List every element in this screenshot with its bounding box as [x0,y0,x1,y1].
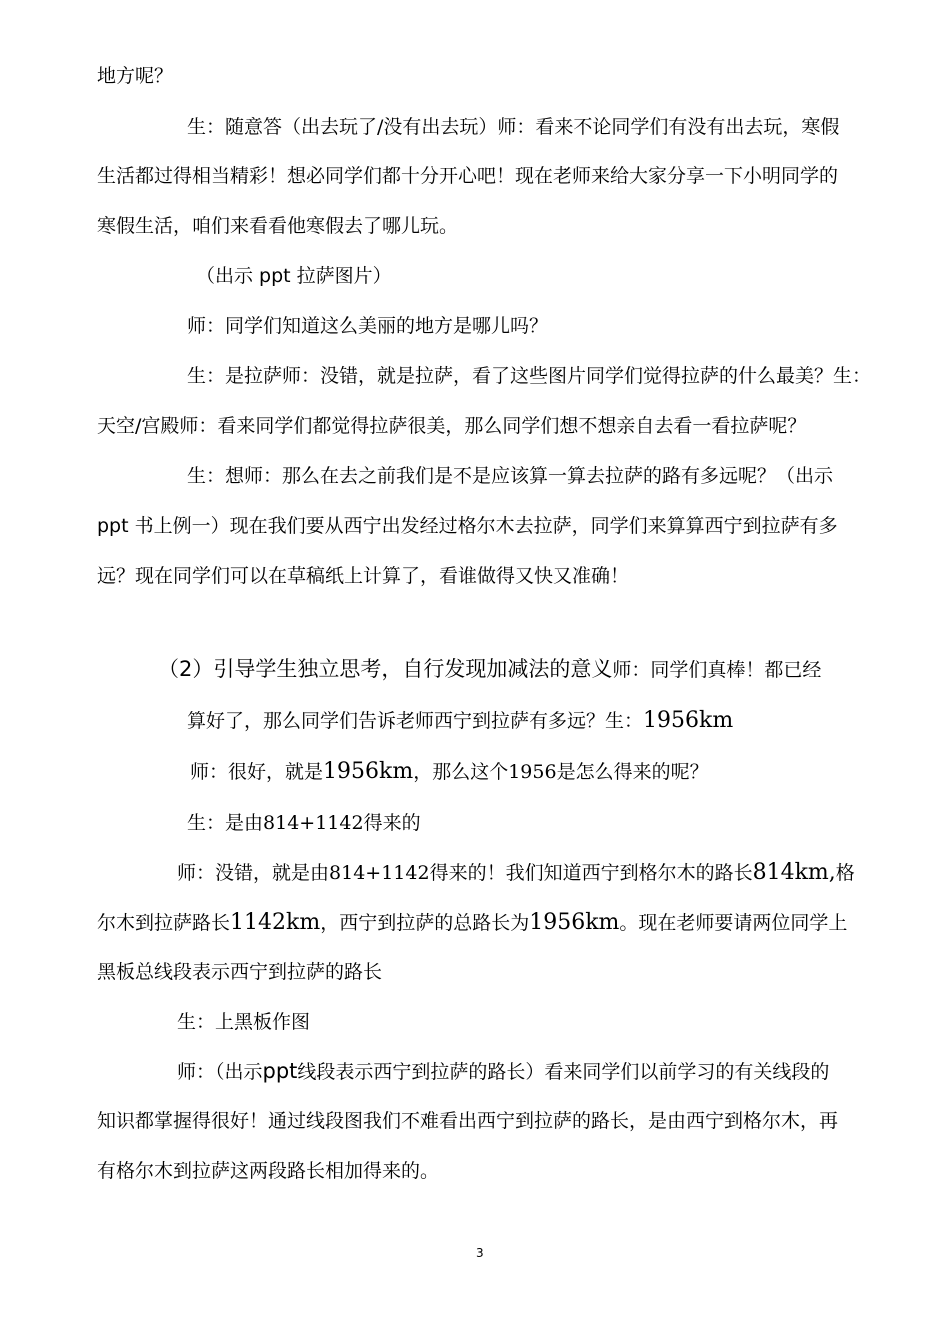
text-span: 得来的！我们知道西宁到格尔木的路长 [429,862,753,884]
text-span: 师：（出示 [177,1061,263,1083]
text-line: 知识都掌握得很好！通过线段图我们不难看出西宁到拉萨的路长，是由西宁到格尔木，再 [97,1110,839,1132]
page-number: 3 [476,1246,484,1260]
text-line: 寒假生活，咱们来看看他寒假去了哪儿玩。 [97,215,459,237]
section-heading: （2）引导学生独立思考，自行发现加减法的意义 [158,657,613,681]
distance-value: 1142km [230,910,321,935]
text-span: ，西宁到拉萨的总路长为 [320,912,530,934]
text-span: ppt [262,1059,298,1083]
text-line [190,760,709,784]
section-heading-line [158,657,821,682]
text-line: 生：上黑板作图 [177,1011,311,1033]
distance-value: 1956km [643,708,734,733]
text-line: 有格尔木到拉萨这两段路长相加得来的。 [97,1160,440,1182]
text-line [187,811,421,835]
text-span: 师：没错，就是由 [177,862,330,884]
distance-value: 814km, [752,860,836,885]
text-line: ppt 书上例一）现在我们要从西宁出发经过格尔木去拉萨，同学们来算算西宁到拉萨有多 [97,515,838,537]
text-line [177,1059,829,1084]
text-span: 师：同学们真棒！都已经 [612,659,822,681]
text-line: 黑板总线段表示西宁到拉萨的路长 [97,961,383,983]
text-span: 尔木到拉萨路长 [97,912,231,934]
text-line [187,709,733,733]
text-span: ，那么这个 [413,761,509,783]
text-line: 生：随意答（出去玩了/没有出去玩）师：看来不论同学们有没有出去玩，寒假 [187,116,840,138]
text-span: 生：是由 [187,812,264,834]
text-line: （出示 ppt 拉萨图片） [196,265,392,287]
distance-value: 1956km [529,910,620,935]
text-span: 师：很好，就是 [190,761,324,783]
text-span: 算好了，那么同学们告诉老师西宁到拉萨有多远？生： [187,710,644,732]
text-line: 生：是拉萨师：没错，就是拉萨，看了这些图片同学们觉得拉萨的什么最美？生： [187,365,872,387]
number-value: 1956 [508,761,557,783]
text-span: 是怎么得来的呢？ [556,761,709,783]
expression-value: 814+1142 [329,862,430,884]
text-line: 师：同学们知道这么美丽的地方是哪儿吗？ [187,315,549,337]
text-line: 生活都过得相当精彩！想必同学们都十分开心吧！现在老师来给大家分享一下小明同学的 [97,165,839,187]
text-line [97,911,847,935]
text-line [177,861,855,885]
text-line: 生：想师：那么在去之前我们是不是应该算一算去拉萨的路有多远呢？（出示 [187,465,834,487]
text-span: 格 [835,862,855,884]
text-span: 。现在老师要请两位同学上 [619,912,848,934]
expression-value: 814+1142 [263,812,364,834]
text-span: 线段表示西宁到拉萨的路长）看来同学们以前学习的有关线段的 [297,1061,830,1083]
text-line: 天空/宫殿师：看来同学们都觉得拉萨很美，那么同学们想不想亲自去看一看拉萨呢？ [97,415,807,437]
text-line: 地方呢？ [97,65,174,87]
text-span: 得来的 [363,812,421,834]
distance-value: 1956km [323,759,414,784]
text-line: 远？现在同学们可以在草稿纸上计算了，看谁做得又快又准确！ [97,565,630,587]
